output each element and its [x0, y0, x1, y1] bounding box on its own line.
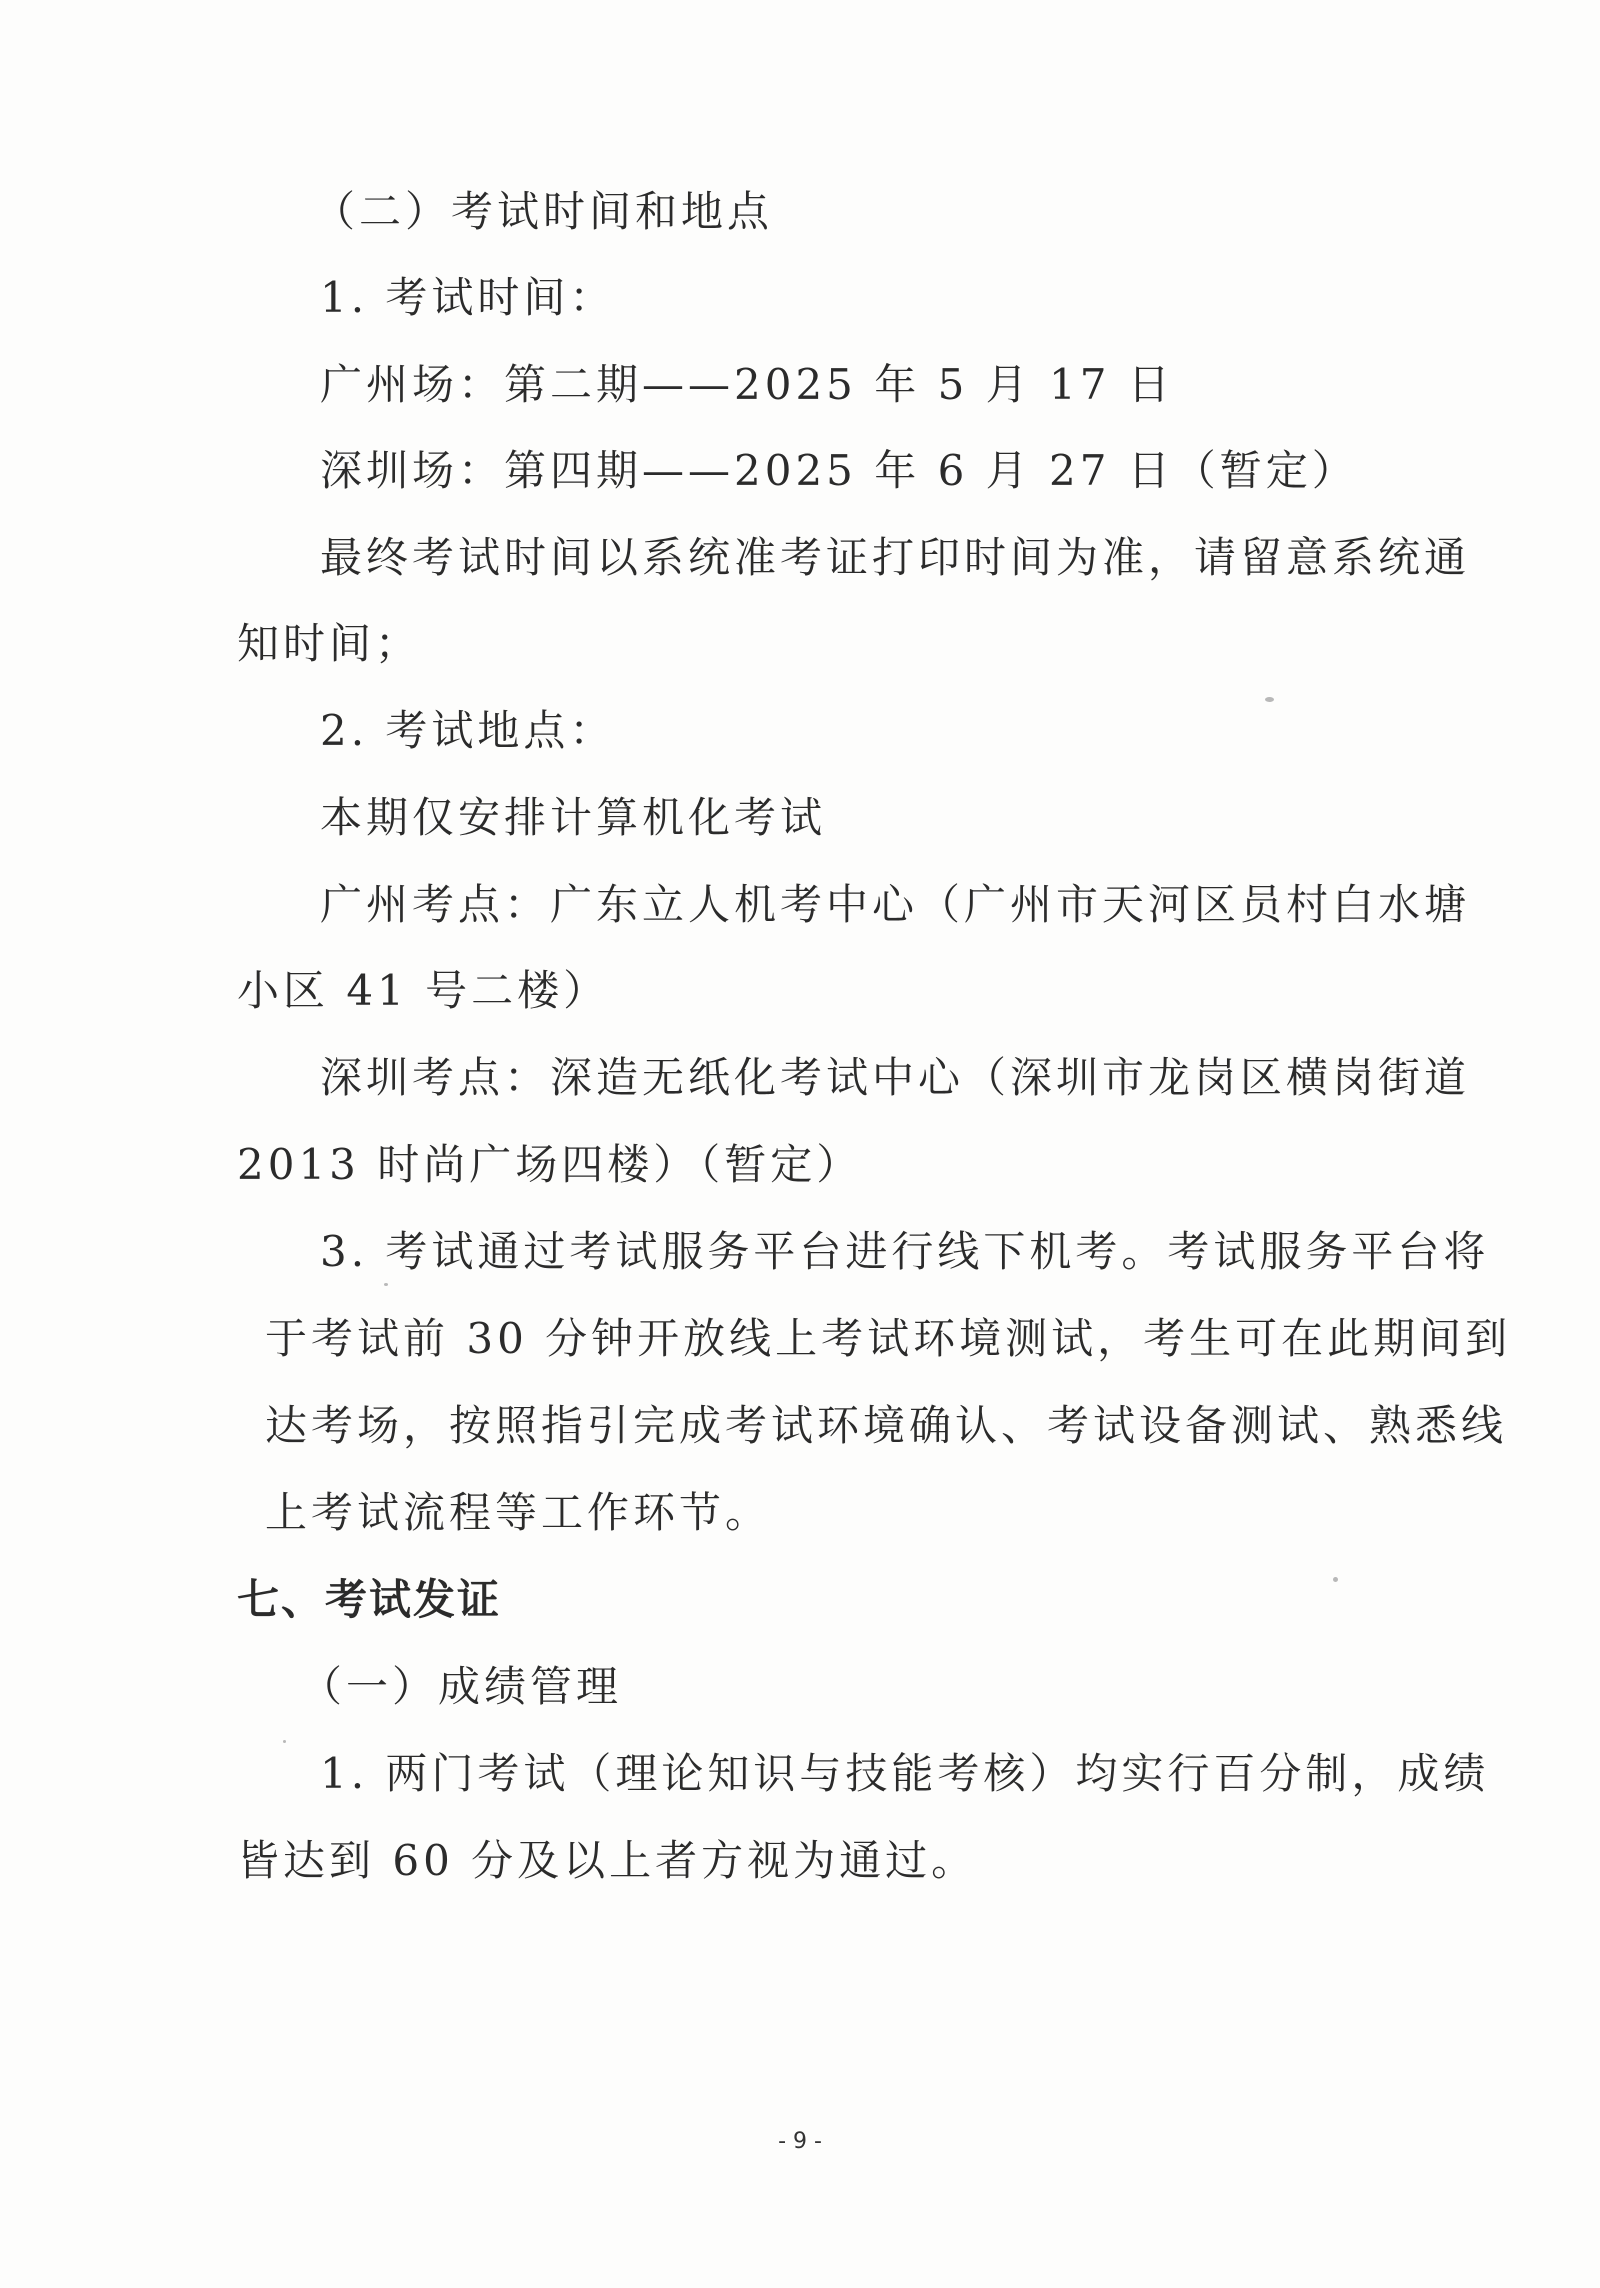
- scan-speck: [384, 1283, 388, 1286]
- scan-speck: [1333, 1577, 1338, 1582]
- shenzhen-session: 深圳场：第四期——2025 年 6 月 27 日（暂定）: [320, 446, 1358, 495]
- shenzhen-venue-cont: 2013 时尚广场四楼）（暂定）: [237, 1140, 863, 1189]
- guangzhou-session: 广州场：第二期——2025 年 5 月 17 日: [320, 360, 1174, 409]
- section-heading-certification: 七、考试发证: [237, 1575, 502, 1624]
- guangzhou-venue: 广州考点：广东立人机考中心（广州市天河区员村白水塘: [320, 880, 1471, 929]
- page-number: - 9 -: [778, 2129, 822, 2154]
- final-time-note-cont: 知时间；: [237, 619, 422, 668]
- platform-note-cont-1: 于考试前 30 分钟开放线上考试环境测试，考生可在此期间到: [265, 1314, 1512, 1363]
- computer-exam-note: 本期仅安排计算机化考试: [320, 793, 827, 842]
- final-time-note: 最终考试时间以系统准考证打印时间为准，请留意系统通: [320, 533, 1471, 582]
- platform-note: 3. 考试通过考试服务平台进行线下机考。考试服务平台将: [320, 1227, 1490, 1276]
- guangzhou-venue-cont: 小区 41 号二楼）: [237, 966, 610, 1015]
- scan-speck: [1265, 697, 1274, 702]
- subsection-heading-time-location: （二）考试时间和地点: [313, 187, 774, 236]
- scoring-rule-cont: 皆达到 60 分及以上者方视为通过。: [237, 1836, 978, 1885]
- item-exam-location-label: 2. 考试地点：: [320, 706, 616, 755]
- scoring-rule: 1. 两门考试（理论知识与技能考核）均实行百分制，成绩: [320, 1749, 1490, 1798]
- shenzhen-venue: 深圳考点：深造无纸化考试中心（深圳市龙岗区横岗街道: [320, 1053, 1471, 1102]
- item-exam-time-label: 1. 考试时间：: [320, 273, 616, 322]
- platform-note-cont-3: 上考试流程等工作环节。: [265, 1488, 772, 1537]
- platform-note-cont-2: 达考场，按照指引完成考试环境确认、考试设备测试、熟悉线: [265, 1401, 1508, 1450]
- scan-speck: [283, 1740, 286, 1743]
- subsection-heading-score-management: （一）成绩管理: [300, 1662, 623, 1711]
